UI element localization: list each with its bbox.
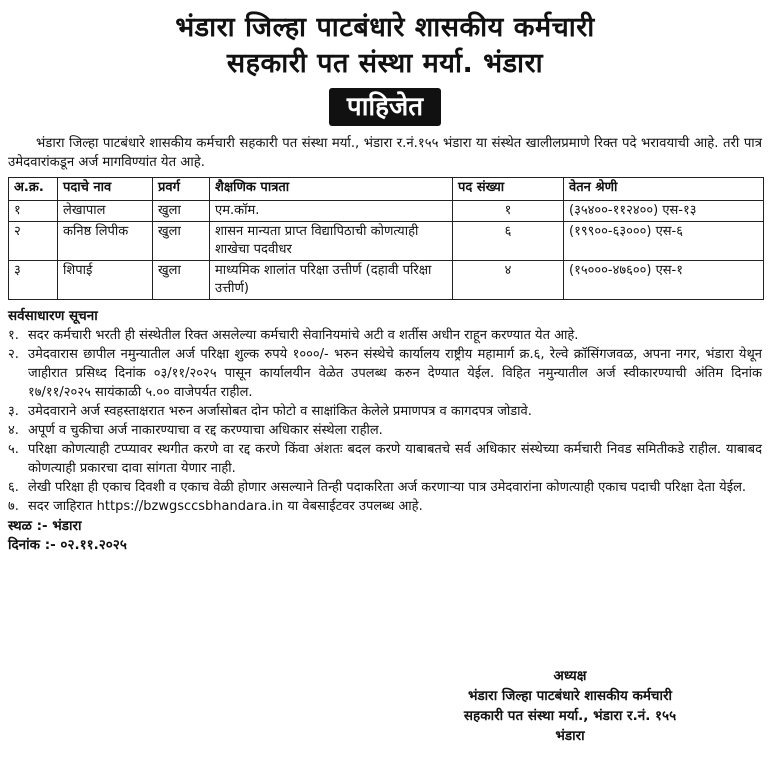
note-text: उमेदवाराने अर्ज स्वहस्ताक्षरात भरुन अर्जासोबत दोन फोटो व साक्षांकित केलेले प्रमाणपत्र व कागदपत्र जोडावे. (28, 404, 532, 419)
note-number: २. (8, 347, 19, 362)
note-number: १. (8, 328, 19, 343)
cell-count: ४ (453, 261, 564, 300)
posts-table (8, 177, 764, 300)
cell-serial: ३ (9, 261, 58, 300)
table-header-row (9, 178, 764, 201)
table-row (9, 222, 764, 261)
note-number: ४. (8, 423, 19, 438)
signature-block (400, 666, 740, 746)
note-item (8, 326, 762, 345)
notes-heading: सर्वसाधारण सूचना (8, 308, 98, 324)
note-number: ३. (8, 404, 19, 419)
place-line: स्थळ :- भंडारा (8, 518, 82, 534)
table-row (9, 261, 764, 300)
org-title-line1: भंडारा जिल्हा पाटबंधारे शासकीय कर्मचारी (175, 12, 595, 43)
banner-wrap (8, 88, 762, 128)
cell-category: खुला (153, 261, 210, 300)
cell-count: १ (453, 201, 564, 222)
intro-paragraph (8, 134, 762, 172)
cell-category: खुला (153, 222, 210, 261)
note-text-website: सदर जाहिरात https://bzwgsccsbhandara.in या वेबसाईटवर उपलब्ध आहे. (28, 499, 423, 514)
cell-serial: १ (9, 201, 58, 222)
col-serial: अ.क्र. (9, 178, 58, 201)
note-item (8, 402, 762, 421)
table-row (9, 201, 764, 222)
note-number: ६. (8, 480, 19, 495)
col-category: प्रवर्ग (153, 178, 210, 201)
note-text: सदर कर्मचारी भरती ही संस्थेतील रिक्त असलेल्या कर्मचारी सेवानियमांचे अटी व शर्तीस अधीन राहून करण्यात येत आहे. (28, 328, 579, 343)
cell-post: लेखापाल (58, 201, 153, 222)
cell-pay: (१५०००-४७६००) एस-१ (564, 261, 764, 300)
cell-post: शिपाई (58, 261, 153, 300)
intro-text: भंडारा जिल्हा पाटबंधारे शासकीय कर्मचारी सहकारी पत संस्था मर्या., भंडारा र.नं.१५५ भंडारा या संस्थेत खालीलप्रमाणे रिक्त पदे भरावयाची आहे. तरी पात्र उमेदवारांकडून अर्ज मागविण्यांत येत आहे. (8, 136, 762, 170)
cell-post: कनिष्ठ लिपीक (58, 222, 153, 261)
cell-serial: २ (9, 222, 58, 261)
note-text: उमेदवारास छापील नमुन्यातील अर्ज परिक्षा शुल्क रुपये १०००/- भरुन संस्थेचे कार्यालय राष्ट्रीय महामार्ग क्र.६, रेल्वे क्रॉसिंगजवळ, अपना नगर, भंडारा येथून जाहीरात प्रसिध्द दिनांक ०३/११/२०२५ पासून कार्यालयीन वेळेत उपलब्ध करुन देण्यात येईल. विहित नमुन्यातील अर्ज स्वीकारण्याची अंतिम दिनांक १७/११/२०२५ सायंकाळी ५.०० वाजेपर्यत राहील. (28, 347, 762, 400)
note-text: अपूर्ण व चुकीचा अर्ज नाकारण्याचा व रद्द करण्याचा अधिकार संस्थेला राहील. (28, 423, 383, 438)
cell-qualification: एम.कॉम. (210, 201, 453, 222)
sign-title: अध्यक्ष (553, 668, 587, 684)
col-qualification: शैक्षणिक पात्रता (210, 178, 453, 201)
cell-qualification: माध्यमिक शालांत परिक्षा उत्तीर्ण (दहावी परिक्षा उत्तीर्ण) (210, 261, 453, 300)
note-text: लेखी परिक्षा ही एकाच दिवशी व एकाच वेळी होणार असल्याने तिन्ही पदाकरिता अर्ज करणाऱ्या पात्र उमेदवारांना कोणत्याही एकाच पदाची परिक्षा देता येईल. (28, 480, 747, 495)
note-item (8, 497, 762, 516)
col-pay: वेतन श्रेणी (564, 178, 764, 201)
cell-pay: (१९९००-६३०००) एस-६ (564, 222, 764, 261)
note-number: ५. (8, 442, 19, 457)
sign-line-3: भंडारा (555, 728, 585, 744)
cell-category: खुला (153, 201, 210, 222)
note-item (8, 345, 762, 402)
note-item (8, 421, 762, 440)
sign-line-2: सहकारी पत संस्था मर्या., भंडारा र.नं. १५५ (463, 708, 677, 724)
sign-line-1: भंडारा जिल्हा पाटबंधारे शासकीय कर्मचारी (467, 688, 673, 704)
org-title-line2: सहकारी पत संस्था मर्या. भंडारा (226, 48, 544, 79)
col-count: पद संख्या (453, 178, 564, 201)
note-text: परिक्षा कोणत्याही टप्प्यावर स्थगीत करणे वा रद्द करणे किंवा अंशतः बदल करणे याबाबतचे सर्व अधिकार संस्थेच्या कर्मचारी निवड समितीकडे राहील. याबाबद कोणत्याही प्रकारचा दावा सांगता येणार नाही. (28, 442, 762, 476)
cell-pay: (३५४००-११२४००) एस-१३ (564, 201, 764, 222)
date-line: दिनांक :- ०२.११.२०२५ (8, 537, 127, 553)
note-number: ७. (8, 499, 19, 514)
cell-count: ६ (453, 222, 564, 261)
note-item (8, 478, 762, 497)
note-item (8, 440, 762, 478)
cell-qualification: शासन मान्यता प्राप्त विद्यापिठाची कोणत्याही शाखेचा पदवीधर (210, 222, 453, 261)
col-post: पदाचे नाव (58, 178, 153, 201)
wanted-banner: पाहिजेत (329, 88, 441, 126)
